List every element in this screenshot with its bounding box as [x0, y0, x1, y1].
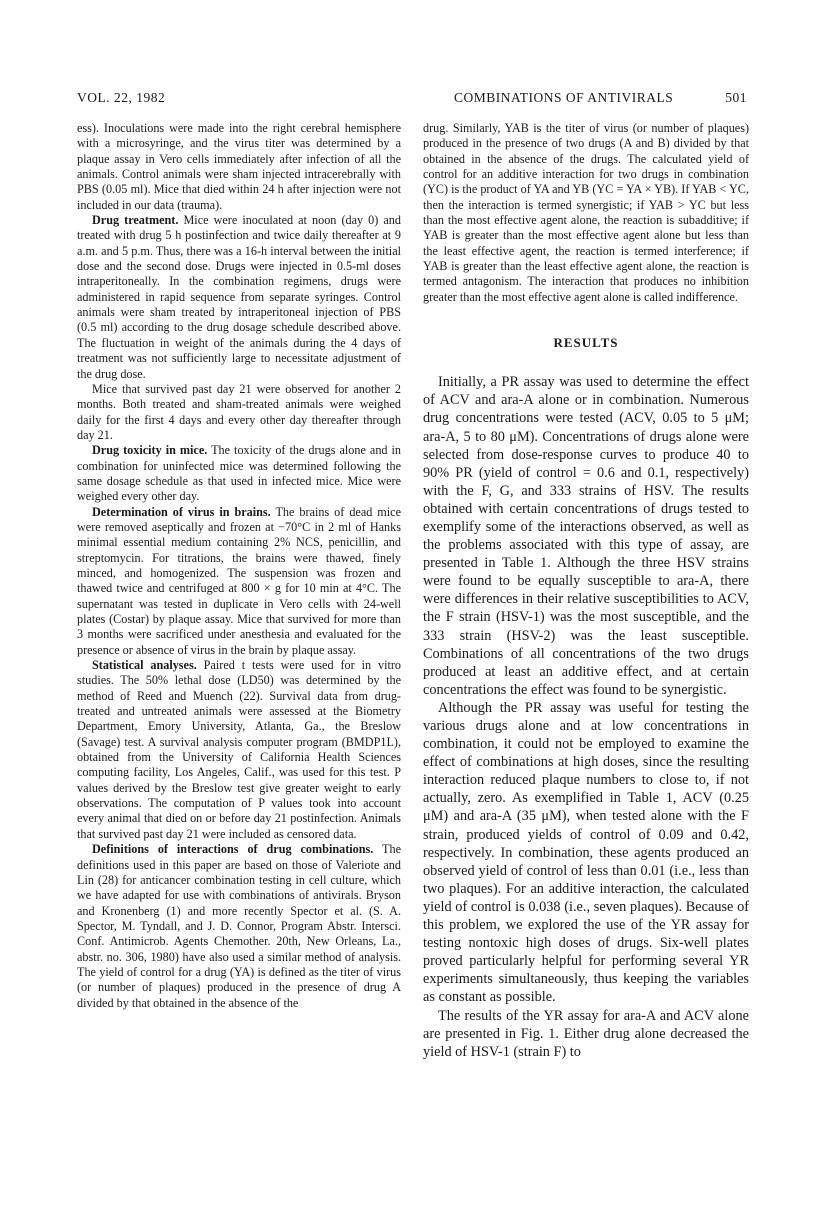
paragraph-results-yr-assay: The results of the YR assay for ara-A and ACV alone are presented in Fig. 1. Either drug alone decreased the yield of HSV-1 (strain F) to [423, 1007, 749, 1060]
paragraph-results-limitations: Although the PR assay was useful for testing the various drugs alone and at low concentrations in combination, it could not be employed to examine the effect of combinations at high doses, since the resulting interaction reduced plaque numbers to close to, if not actually, zero. As exemplified in Table 1, ACV (0.25 μM) and ara-A (35 μM), when tested alone with the F strain, produced yields of control of 0.09 and 0.42, respectively. In combination, these agents produced an observed yield of control of less than 0.01 (i.e., less than two plaques). For an additive interaction, the calculated yield of control is 0.038 (i.e., seven plaques). Because of this problem, we explored the use of the YR assay for testing nontoxic high doses of drugs. Six-well plates proved particularly helpful for performing several YR experiments simultaneously, thus keeping the variables as constant as possible. [423, 699, 749, 1006]
section-head-statistical-analyses: Statistical analyses. [92, 658, 197, 673]
section-head-drug-treatment: Drug treatment. [92, 213, 179, 228]
paragraph-body: Paired t tests were used for in vitro studies. The 50% lethal dose (LD50) was determined by the method of Reed and Muench (22). Survival data from drug-treated and untreated animals were assessed at the Biometry Department, Emory University, Atlanta, Ga., the Breslow (Savage) test. A survival analysis computer program (BMDP1L), obtained from the University of California Health Sciences computing facility, Los Angeles, Calif., was used for this test. P values derived by the Breslow test give greater weight to early observations. The computation of P values took into account every animal that died on or before day 21 postinfection. Animals that survived past day 21 were included as censored data. [77, 658, 402, 841]
section-head-drug-toxicity: Drug toxicity in mice. [92, 443, 208, 458]
paragraph-definitions [77, 842, 401, 1011]
paragraph-drug-treatment [77, 213, 401, 382]
paragraph-statistical-analyses [77, 658, 401, 842]
paragraph-body: The toxicity of the drugs alone and in combination for uninfected mice was determined following the same dosage schedule as that used in infected mice. Mice were weighed every other day. [77, 443, 402, 504]
paragraph-body: Mice were inoculated at noon (day 0) and treated with drug 5 h postinfection and twice daily thereafter at 9 a.m. and 5 p.m. Thus, there was a 16-h interval between the initial dose and the second dose. Drugs were injected in 0.5-ml doses intraperitoneally. In the combination regimens, drugs were administered in rapid sequence from separate syringes. Control animals were sham treated by intraperitoneal injection of PBS (0.5 ml) according to the drug dosage schedule described above. The fluctuation in weight of the animals during the 4 days of treatment was not sufficiently large to necessitate adjustment of the drug dose. [77, 213, 401, 381]
paragraph-virus-brains [77, 505, 401, 658]
paragraph-observation: Mice that survived past day 21 were observed for another 2 months. Both treated and sham-treated animals were weighed daily for the first 4 days and every other day thereafter through day 21. [77, 381, 401, 442]
left-column [77, 121, 401, 1011]
section-head-virus-brains: Determination of virus in brains. [92, 504, 271, 519]
paragraph-results-pr-assay: Initially, a PR assay was used to determine the effect of ACV and ara-A alone or in combination. Numerous drug concentrations were tested (ACV, 0.05 to 5 μM; ara-A, 5 to 80 μM). Concentrations of drugs alone were selected from dose-response curves to produce 40 to 90% PR (yield of control = 0.6 and 0.1, respectively) with the F, G, and 333 strains of HSV. The results obtained with certain concentrations of drugs tested to exemplify some of the interactions observed, as well as the problems associated with this type of assay, are presented in Table 1. Although the three HSV strains were found to be equally susceptible to ara-A, there were differences in their relative susceptibilities to ACV, the F strain (HSV-1) was the most susceptible, and the 333 strain (HSV-2) was the least susceptible. Combinations of all concentrations of the two drugs produced at least an additive effect, and at certain concentrations the effect was found to be synergistic. [423, 374, 749, 698]
section-head-definitions: Definitions of interactions of drug combinations. [92, 842, 374, 857]
volume-year: VOL. 22, 1982 [77, 90, 166, 105]
paragraph-continued: ess). Inoculations were made into the right cerebral hemisphere with a microsyringe, and the virus titer was determined by a plaque assay in Vero cells immediately after infection of all the animals. Control animals were sham injected intracerebrally with PBS (0.05 ml). Mice that died within 24 h after injection were not included in our data (trauma). [77, 121, 401, 212]
page-number: 501 [725, 90, 747, 105]
running-head [77, 90, 747, 108]
paragraph-definitions-continued: drug. Similarly, YAB is the titer of virus (or number of plaques) produced in the presence of two drugs (A and B) divided by that obtained in the absence of the drugs. The calculated yield of control for an additive interaction for two drugs in combination (YC) is the product of YA and YB (YC = YA × YB). If YAB < YC, then the interaction is termed synergistic; if YAB > YC but less than the most effective agent alone, the reaction is subadditive; if YAB is greater than the most effective agent alone but less than the least effective agent, the reaction is termed interference; if YAB is greater than the least effective agent alone, the reaction is termed antagonism. The interaction that produces no inhibition greater than the most effective agent alone is called indifference. [423, 121, 749, 304]
paragraph-drug-toxicity [77, 443, 401, 504]
right-column [423, 121, 749, 1061]
paragraph-body: The definitions used in this paper are based on those of Valeriote and Lin (28) for anticancer combination testing in cell culture, which we have adapted for use with combinations of antivirals. Bryson and Kronenberg (1) and more recently Spector et al. (S. A. Spector, M. Tyndall, and J. D. Connor, Program Abstr. Intersci. Conf. Antimicrob. Agents Chemother. 20th, New Orleans, La., abstr. no. 306, 1980) have also used a similar method of analysis. The yield of control for a drug (YA) is defined as the titer of virus (or number of plaques) produced in the presence of drug A divided by that obtained in the absence of the [77, 842, 401, 1010]
results-heading: RESULTS [553, 335, 619, 351]
running-title: COMBINATIONS OF ANTIVIRALS [454, 90, 674, 105]
paragraph-body: The brains of dead mice were removed aseptically and frozen at −70°C in 2 ml of Hanks minimal essential medium containing 2% NCS, penicillin, and streptomycin. For titrations, the brains were thawed, finely minced, and homogenized. The suspension was frozen and thawed twice and centrifuged at 800 × g for 10 min at 4°C. The supernatant was tested in duplicate in Vero cells with 24-well plates (Costar) by plaque assay. Mice that survived for more than 3 months were sacrificed under anesthesia and evaluated for the presence or absence of virus in the brain by plaque assay. [77, 504, 401, 657]
